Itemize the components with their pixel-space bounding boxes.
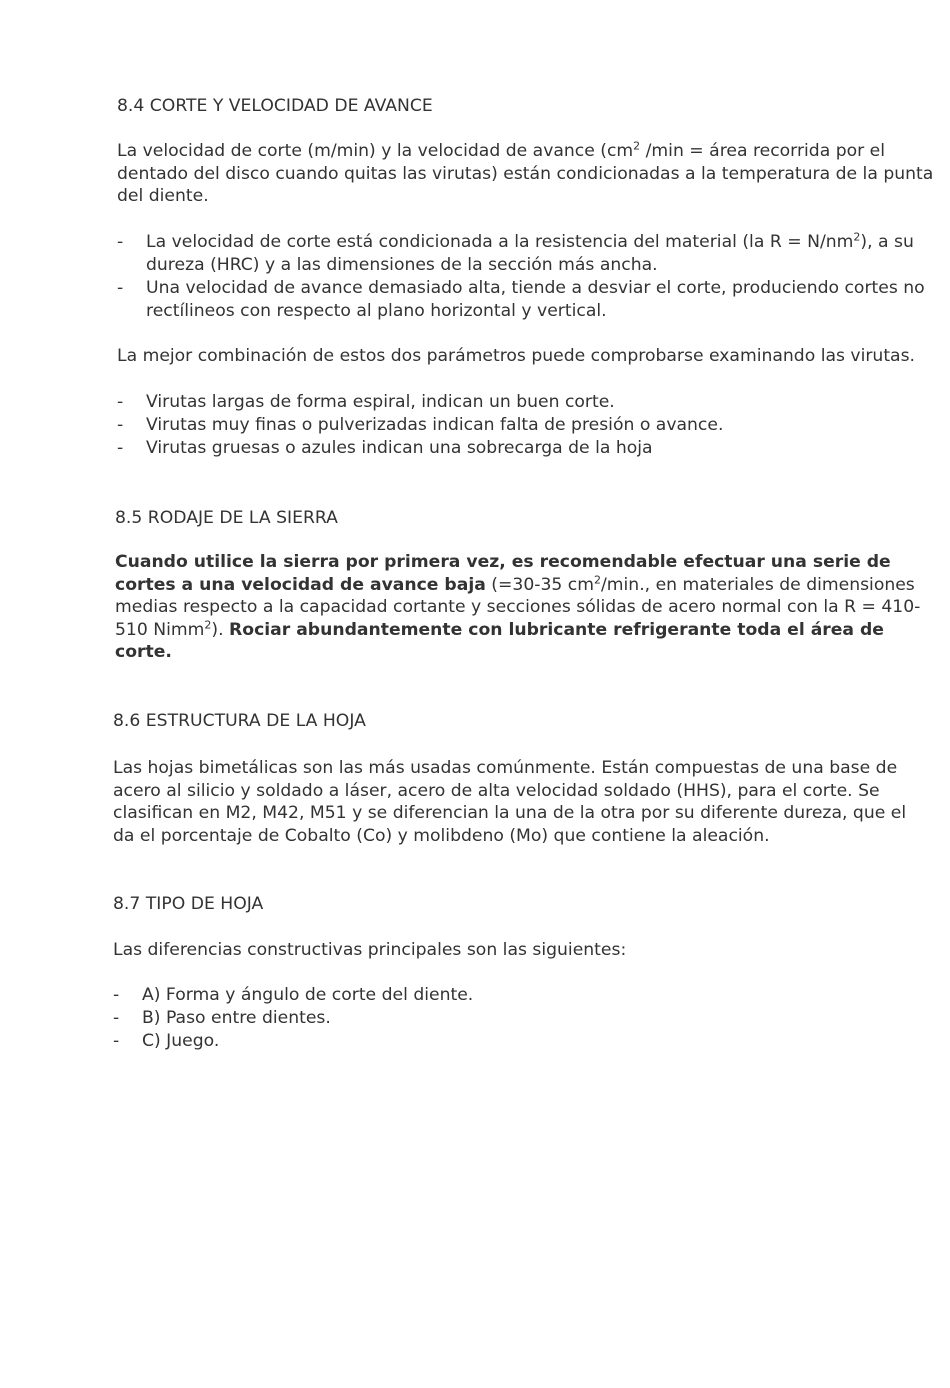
bold-text-b: Rociar abundantemente con lubricante refrigerante toda el área de corte. — [115, 619, 884, 662]
section-8-7-heading: 8.7 TIPO DE HOJA — [113, 894, 264, 914]
list-item — [117, 231, 933, 277]
bullet-dash: - — [117, 232, 124, 252]
bullet-text: C) Juego. — [142, 1031, 220, 1051]
list-item — [117, 437, 933, 460]
normal-text-c: ). — [211, 619, 230, 640]
bullet-text: B) Paso entre dientes. — [142, 1008, 331, 1028]
list-item — [117, 391, 933, 414]
bullet-dash: - — [117, 392, 124, 412]
superscript-a: 2 — [594, 572, 601, 586]
list-item — [113, 1030, 931, 1053]
bullet-dash: - — [113, 1008, 120, 1028]
bullet-text: Virutas largas de forma espiral, indican un buen corte. — [146, 392, 615, 412]
virutas-bullet-list — [117, 391, 933, 460]
bullet-text: Una velocidad de avance demasiado alta, tiende a desviar el corte, produciendo cortes no rectílineos con respecto al plano horizontal y vertical. — [146, 278, 925, 321]
bullet-superscript: 2 — [853, 230, 861, 244]
list-item — [113, 1007, 931, 1030]
section-8-7-intro: Las diferencias constructivas principales son las siguientes: — [113, 940, 627, 960]
bullet-text: Virutas muy finas o pulverizadas indican falta de presión o avance. — [146, 415, 724, 435]
section-8-6-heading: 8.6 ESTRUCTURA DE LA HOJA — [113, 711, 366, 731]
blade-differences-list — [113, 984, 931, 1053]
bullet-text-b: ), a su dureza (HRC) y a las dimensiones de la sección más ancha. — [146, 232, 914, 275]
normal-text-a: (=30-35 cm — [485, 574, 594, 595]
intro-superscript: 2 — [633, 139, 641, 153]
bullet-text-a: La velocidad de corte está condicionada a la resistencia del material (la R = N/nm — [146, 232, 854, 252]
list-item — [117, 277, 933, 323]
velocity-bullet-list — [117, 231, 933, 323]
normal-text-b: /min., en materiales de dimensiones medias respecto a la capacidad cortante y secciones sólidas de acero normal con la R = 410-510 Nimm — [115, 574, 921, 640]
section-8-6-paragraph: Las hojas bimetálicas son las más usadas comúnmente. Están compuestas de una base de acero al silicio y soldado a láser, acero de alta velocidad soldado (HHS), para el corte. Se clasifican en M2, M42, M51 y se diferencian la una de la otra por su diferente dureza, que el da el porcentaje de Cobalto (Co) y molibdeno (Mo) que contiene la aleación. — [113, 758, 907, 846]
combination-paragraph: La mejor combinación de estos dos parámetros puede comprobarse examinando las virutas. — [117, 346, 916, 366]
list-item — [113, 984, 931, 1007]
bullet-dash: - — [117, 278, 124, 298]
bullet-text: Virutas gruesas o azules indican una sobrecarga de la hoja — [146, 438, 653, 458]
bold-text-a: Cuando utilice la sierra por primera vez, es recomendable efectuar una serie de cortes a una velocidad de avance baja — [115, 552, 891, 595]
bullet-dash: - — [113, 985, 120, 1005]
intro-text-b: /min = área recorrida por el dentado del disco cuando quitas las virutas) están condicionadas a la temperatura de la punta del diente. — [117, 141, 934, 206]
bullet-dash: - — [117, 415, 124, 435]
intro-text-a: La velocidad de corte (m/min) y la velocidad de avance (cm — [117, 141, 634, 161]
section-8-5-paragraph — [115, 551, 933, 664]
bullet-dash: - — [117, 438, 124, 458]
section-8-5-heading: 8.5 RODAJE DE LA SIERRA — [115, 508, 338, 528]
section-8-4-heading: 8.4 CORTE Y VELOCIDAD DE AVANCE — [117, 96, 433, 116]
bullet-text: A) Forma y ángulo de corte del diente. — [142, 985, 474, 1005]
section-8-4-intro — [117, 140, 941, 208]
bullet-dash: - — [113, 1031, 120, 1051]
list-item — [117, 414, 933, 437]
superscript-b: 2 — [204, 617, 212, 631]
